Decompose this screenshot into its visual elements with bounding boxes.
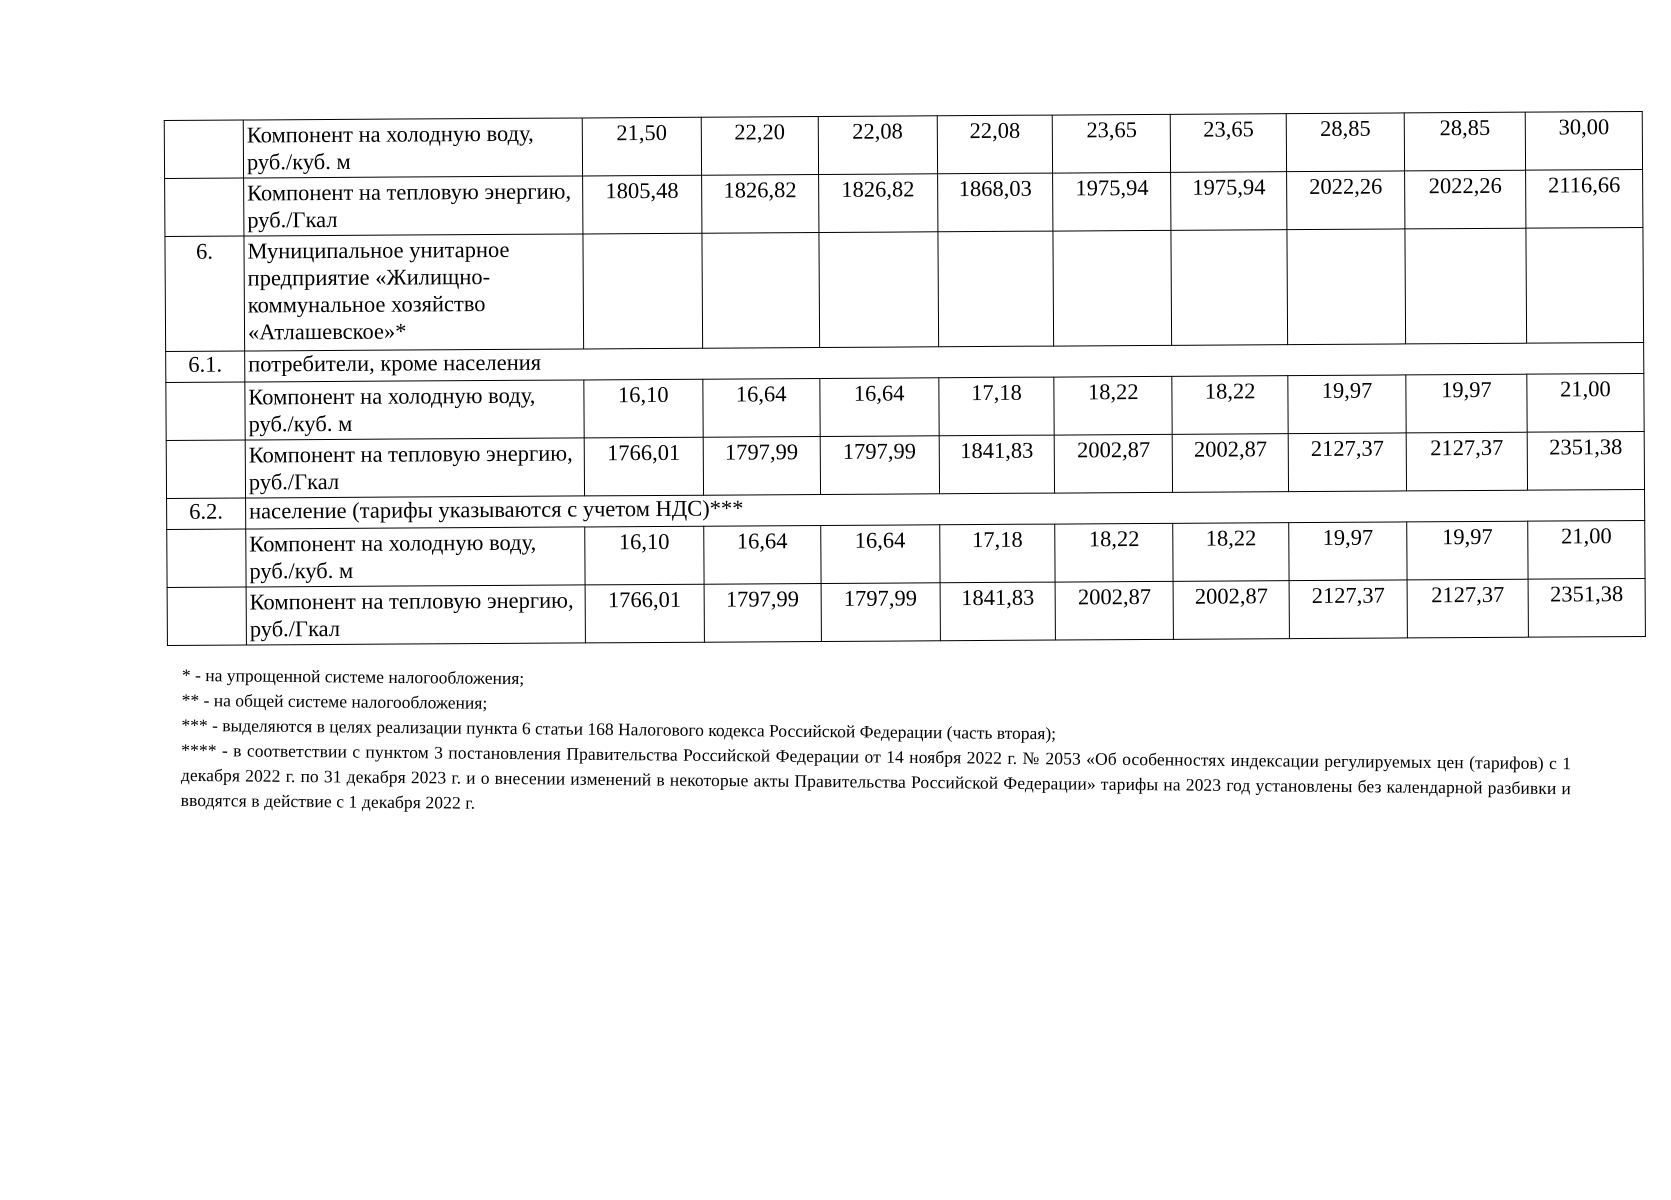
footnote-3: *** - выделяются в целях реализации пункта 6 статьи 168 Налогового кодекса Российской Федерации (часть вторая);: [181, 714, 1057, 744]
tariff-value: 28,85: [1286, 113, 1404, 172]
tariff-value: [1171, 230, 1287, 346]
tariff-value: [938, 231, 1054, 347]
row-number: 6.1.: [166, 351, 245, 382]
table-row: [165, 227, 1644, 351]
tariff-value: 17,18: [938, 377, 1054, 436]
tariff-value: 19,97: [1406, 374, 1527, 433]
section-title: население (тарифы указываются с учетом НДС)***: [245, 489, 1644, 529]
footnotes: [181, 663, 1572, 826]
tariff-value: 2127,37: [1289, 580, 1407, 639]
table-row: [167, 578, 1645, 645]
tariff-value: 2002,87: [1173, 434, 1289, 493]
tariff-value: 16,64: [704, 525, 821, 584]
tariff-value: 19,97: [1289, 522, 1407, 581]
tariff-value: 1766,01: [585, 584, 704, 643]
tariff-value: 1868,03: [937, 173, 1053, 232]
tariff-table-body: [164, 111, 1645, 645]
tariff-value: 16,10: [584, 379, 703, 438]
tariff-value: 23,65: [1171, 114, 1287, 173]
tariff-value: 21,50: [582, 117, 701, 176]
footnote-4: **** - в соответствии с пунктом 3 постановления Правительства Российской Федерации от 14 ноября 2022 г. № 2053 «Об особенностях индексации регулируемых цен (тарифов) с 1 декабря 2022 г. по 31 декабря 2023 г. и о внесении изменений в некоторые акты Правительства Российской Федерации» тарифы на 2023 год установлены без календарной разбивки и вводятся в действие с 1 декабря 2022 г.: [180, 739, 1572, 813]
tariff-value: 2022,26: [1287, 171, 1405, 230]
tariff-value: 22,20: [701, 117, 818, 176]
tariff-value: 18,22: [1055, 523, 1173, 582]
tariff-value: 1797,99: [820, 436, 939, 495]
tariff-value: 16,64: [820, 525, 939, 584]
row-number: [167, 529, 246, 587]
tariff-value: 2351,38: [1527, 431, 1644, 490]
tariff-value: 2002,87: [1173, 581, 1289, 640]
tariff-value: [583, 233, 703, 349]
component-label: Компонент на тепловую энергию, руб./Гкал: [245, 438, 584, 498]
tariff-value: 2002,87: [1055, 434, 1173, 493]
tariff-value: 28,85: [1404, 112, 1525, 171]
tariff-value: 2127,37: [1288, 433, 1406, 492]
tariff-value: 2127,37: [1406, 432, 1527, 491]
section-title: потребители, кроме населения: [245, 342, 1644, 382]
tariff-value: 2351,38: [1528, 578, 1645, 637]
table-row: [167, 520, 1645, 587]
tariff-value: 1841,83: [939, 435, 1055, 494]
tariff-value: 1766,01: [584, 437, 703, 496]
component-label: Компонент на тепловую энергию, руб./Гкал: [244, 176, 583, 236]
table-row: [165, 169, 1643, 236]
tariff-value: 16,64: [703, 379, 820, 438]
organization-name: Муниципальное унитарное предприятие «Жилищно-коммунальное хозяйство «Атлашевское»*: [244, 234, 584, 351]
footnote-2: ** - на общей системе налогообложения;: [181, 689, 488, 713]
tariff-value: 17,18: [939, 524, 1055, 583]
table-row: [166, 431, 1644, 498]
row-number: 6.: [165, 236, 245, 351]
tariff-value: 16,64: [820, 378, 939, 437]
row-number: [165, 178, 244, 236]
tariff-value: [819, 232, 939, 348]
tariff-value: 1841,83: [940, 582, 1056, 641]
component-label: Компонент на холодную воду, руб./куб. м: [245, 380, 584, 440]
row-number: [166, 382, 245, 440]
tariff-value: 18,22: [1054, 376, 1172, 435]
tariff-value: 1797,99: [704, 583, 821, 642]
tariff-value: 2002,87: [1056, 581, 1174, 640]
table-row: [166, 373, 1644, 440]
tariff-value: [1287, 229, 1406, 345]
row-number: [167, 587, 246, 645]
tariff-value: 1975,94: [1171, 172, 1287, 231]
tariff-value: 2022,26: [1405, 170, 1526, 229]
footnote-1: * - на упрощенной системе налогообложения;: [181, 664, 525, 689]
tariff-table: [164, 111, 1646, 646]
tariff-value: 1797,99: [821, 583, 940, 642]
tariff-value: 1975,94: [1053, 172, 1171, 231]
tariff-value: 18,22: [1172, 376, 1288, 435]
tariff-value: 1826,82: [701, 175, 818, 234]
tariff-value: 1805,48: [582, 175, 701, 234]
component-label: Компонент на тепловую энергию, руб./Гкал: [246, 585, 585, 645]
component-label: Компонент на холодную воду, руб./куб. м: [243, 118, 582, 178]
tariff-value: [1526, 227, 1644, 343]
row-number: 6.2.: [167, 498, 246, 529]
tariff-value: 23,65: [1053, 114, 1171, 173]
tariff-value: 19,97: [1407, 521, 1528, 580]
tariff-value: 22,08: [937, 115, 1053, 174]
tariff-value: [702, 233, 820, 349]
table-row: [164, 111, 1642, 178]
tariff-value: [1053, 230, 1172, 346]
tariff-value: 1826,82: [818, 174, 937, 233]
row-number: [166, 440, 245, 498]
tariff-value: 1797,99: [703, 436, 820, 495]
tariff-value: 21,00: [1527, 373, 1644, 432]
tariff-value: 21,00: [1528, 520, 1645, 579]
row-number: [164, 120, 243, 178]
tariff-value: 19,97: [1288, 375, 1406, 434]
tariff-value: 2127,37: [1407, 579, 1528, 638]
tariff-value: 30,00: [1525, 111, 1642, 170]
tariff-value: 2116,66: [1526, 169, 1643, 228]
component-label: Компонент на холодную воду, руб./куб. м: [246, 527, 585, 587]
tariff-value: 16,10: [585, 526, 704, 585]
tariff-value: 18,22: [1173, 523, 1289, 582]
tariff-value: 22,08: [818, 116, 937, 175]
tariff-value: [1405, 228, 1527, 344]
